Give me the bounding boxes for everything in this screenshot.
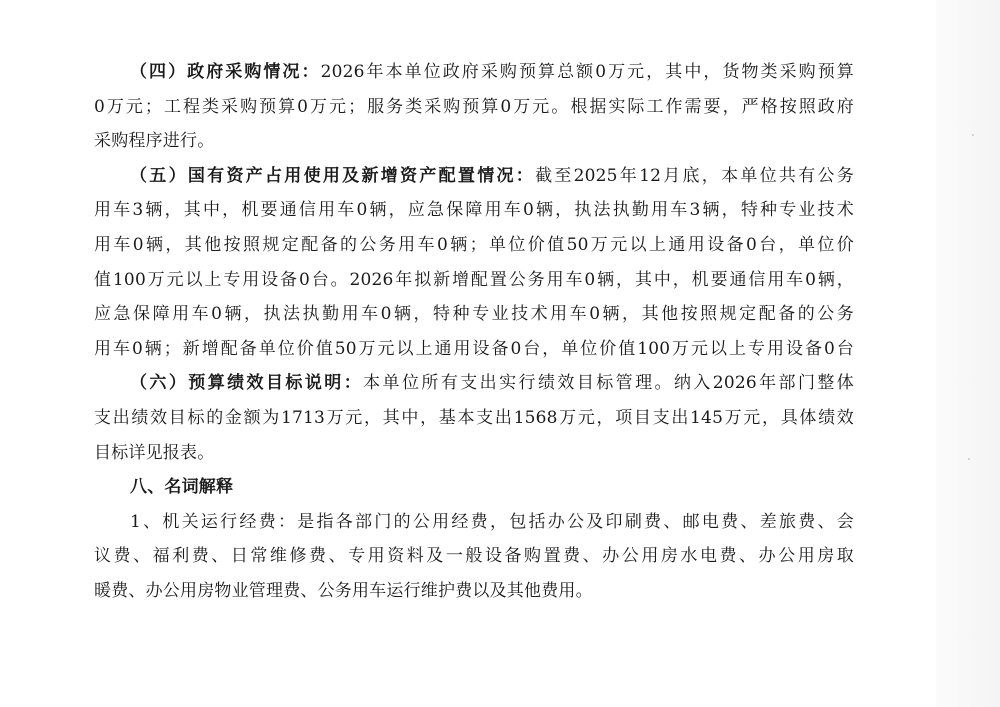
- paragraph-4-heading: （四）政府采购情况：: [130, 62, 321, 82]
- paragraph-6-heading: （六）预算绩效目标说明：: [130, 373, 364, 394]
- paragraph-5-line-4: 值100万元以上专用设备0台。2026年拟新增配置公务用车0辆，其中，机要通信用车0辆，: [94, 269, 854, 290]
- paragraph-5-line-2: 用车3辆，其中，机要通信用车0辆，应急保障用车0辆，执法执勤用车3辆，特种专业技术: [94, 200, 854, 221]
- definition-1-line-2: 议费、福利费、日常维修费、专用资料及一般设备购置费、办公用房水电费、办公用房取: [94, 546, 854, 567]
- paragraph-5-line-1: [94, 159, 854, 194]
- paragraph-4-line-3: 采购程序进行。: [94, 131, 215, 152]
- definition-1-line-1: 1、机关运行经费：是指各部门的公用经费，包括办公及印刷费、邮电费、差旅费、会: [130, 511, 854, 532]
- paragraph-5-line-5: 应急保障用车0辆，执法执勤用车0辆，特种专业技术用车0辆，其他按照规定配备的公务: [94, 304, 854, 325]
- paragraph-5-line-3: 用车0辆，其他按照规定配备的公务用车0辆；单位价值50万元以上通用设备0台，单位价: [94, 234, 854, 255]
- paragraph-4-line-1: [94, 55, 854, 90]
- paragraph-5-heading: （五）国有资产占用使用及新增资产配置情况：: [130, 165, 536, 186]
- paragraph-6-line-2: 支出绩效目标的金额为1713万元，其中，基本支出1568万元，项目支出145万元，具体绩效: [94, 407, 854, 428]
- paragraph-6-line-1: [94, 366, 854, 401]
- scan-speck: [972, 134, 974, 136]
- paragraph-6-text: 本单位所有支出实行绩效目标管理。纳入2026年部门整体: [363, 373, 854, 394]
- section-8-title: 八、名词解释: [130, 477, 234, 498]
- paragraph-4-text: 2026年本单位政府采购预算总额0万元，其中，货物类采购预算: [320, 62, 854, 82]
- document-body: [94, 55, 854, 609]
- scan-speck: [968, 458, 970, 460]
- scan-edge-shadow: [936, 0, 1000, 707]
- paragraph-6-line-3: 目标详见报表。: [94, 442, 215, 463]
- paragraph-5-text: 截至2025年12月底，本单位共有公务: [535, 165, 854, 186]
- paragraph-4-line-2: 0万元；工程类采购预算0万元；服务类采购预算0万元。根据实际工作需要，严格按照政府: [94, 96, 854, 117]
- paragraph-5-line-6: 用车0辆；新增配备单位价值50万元以上通用设备0台，单位价值100万元以上专用设备0台: [94, 338, 854, 359]
- definition-1-line-3: 暖费、办公用房物业管理费、公务用车运行维护费以及其他费用。: [94, 580, 593, 601]
